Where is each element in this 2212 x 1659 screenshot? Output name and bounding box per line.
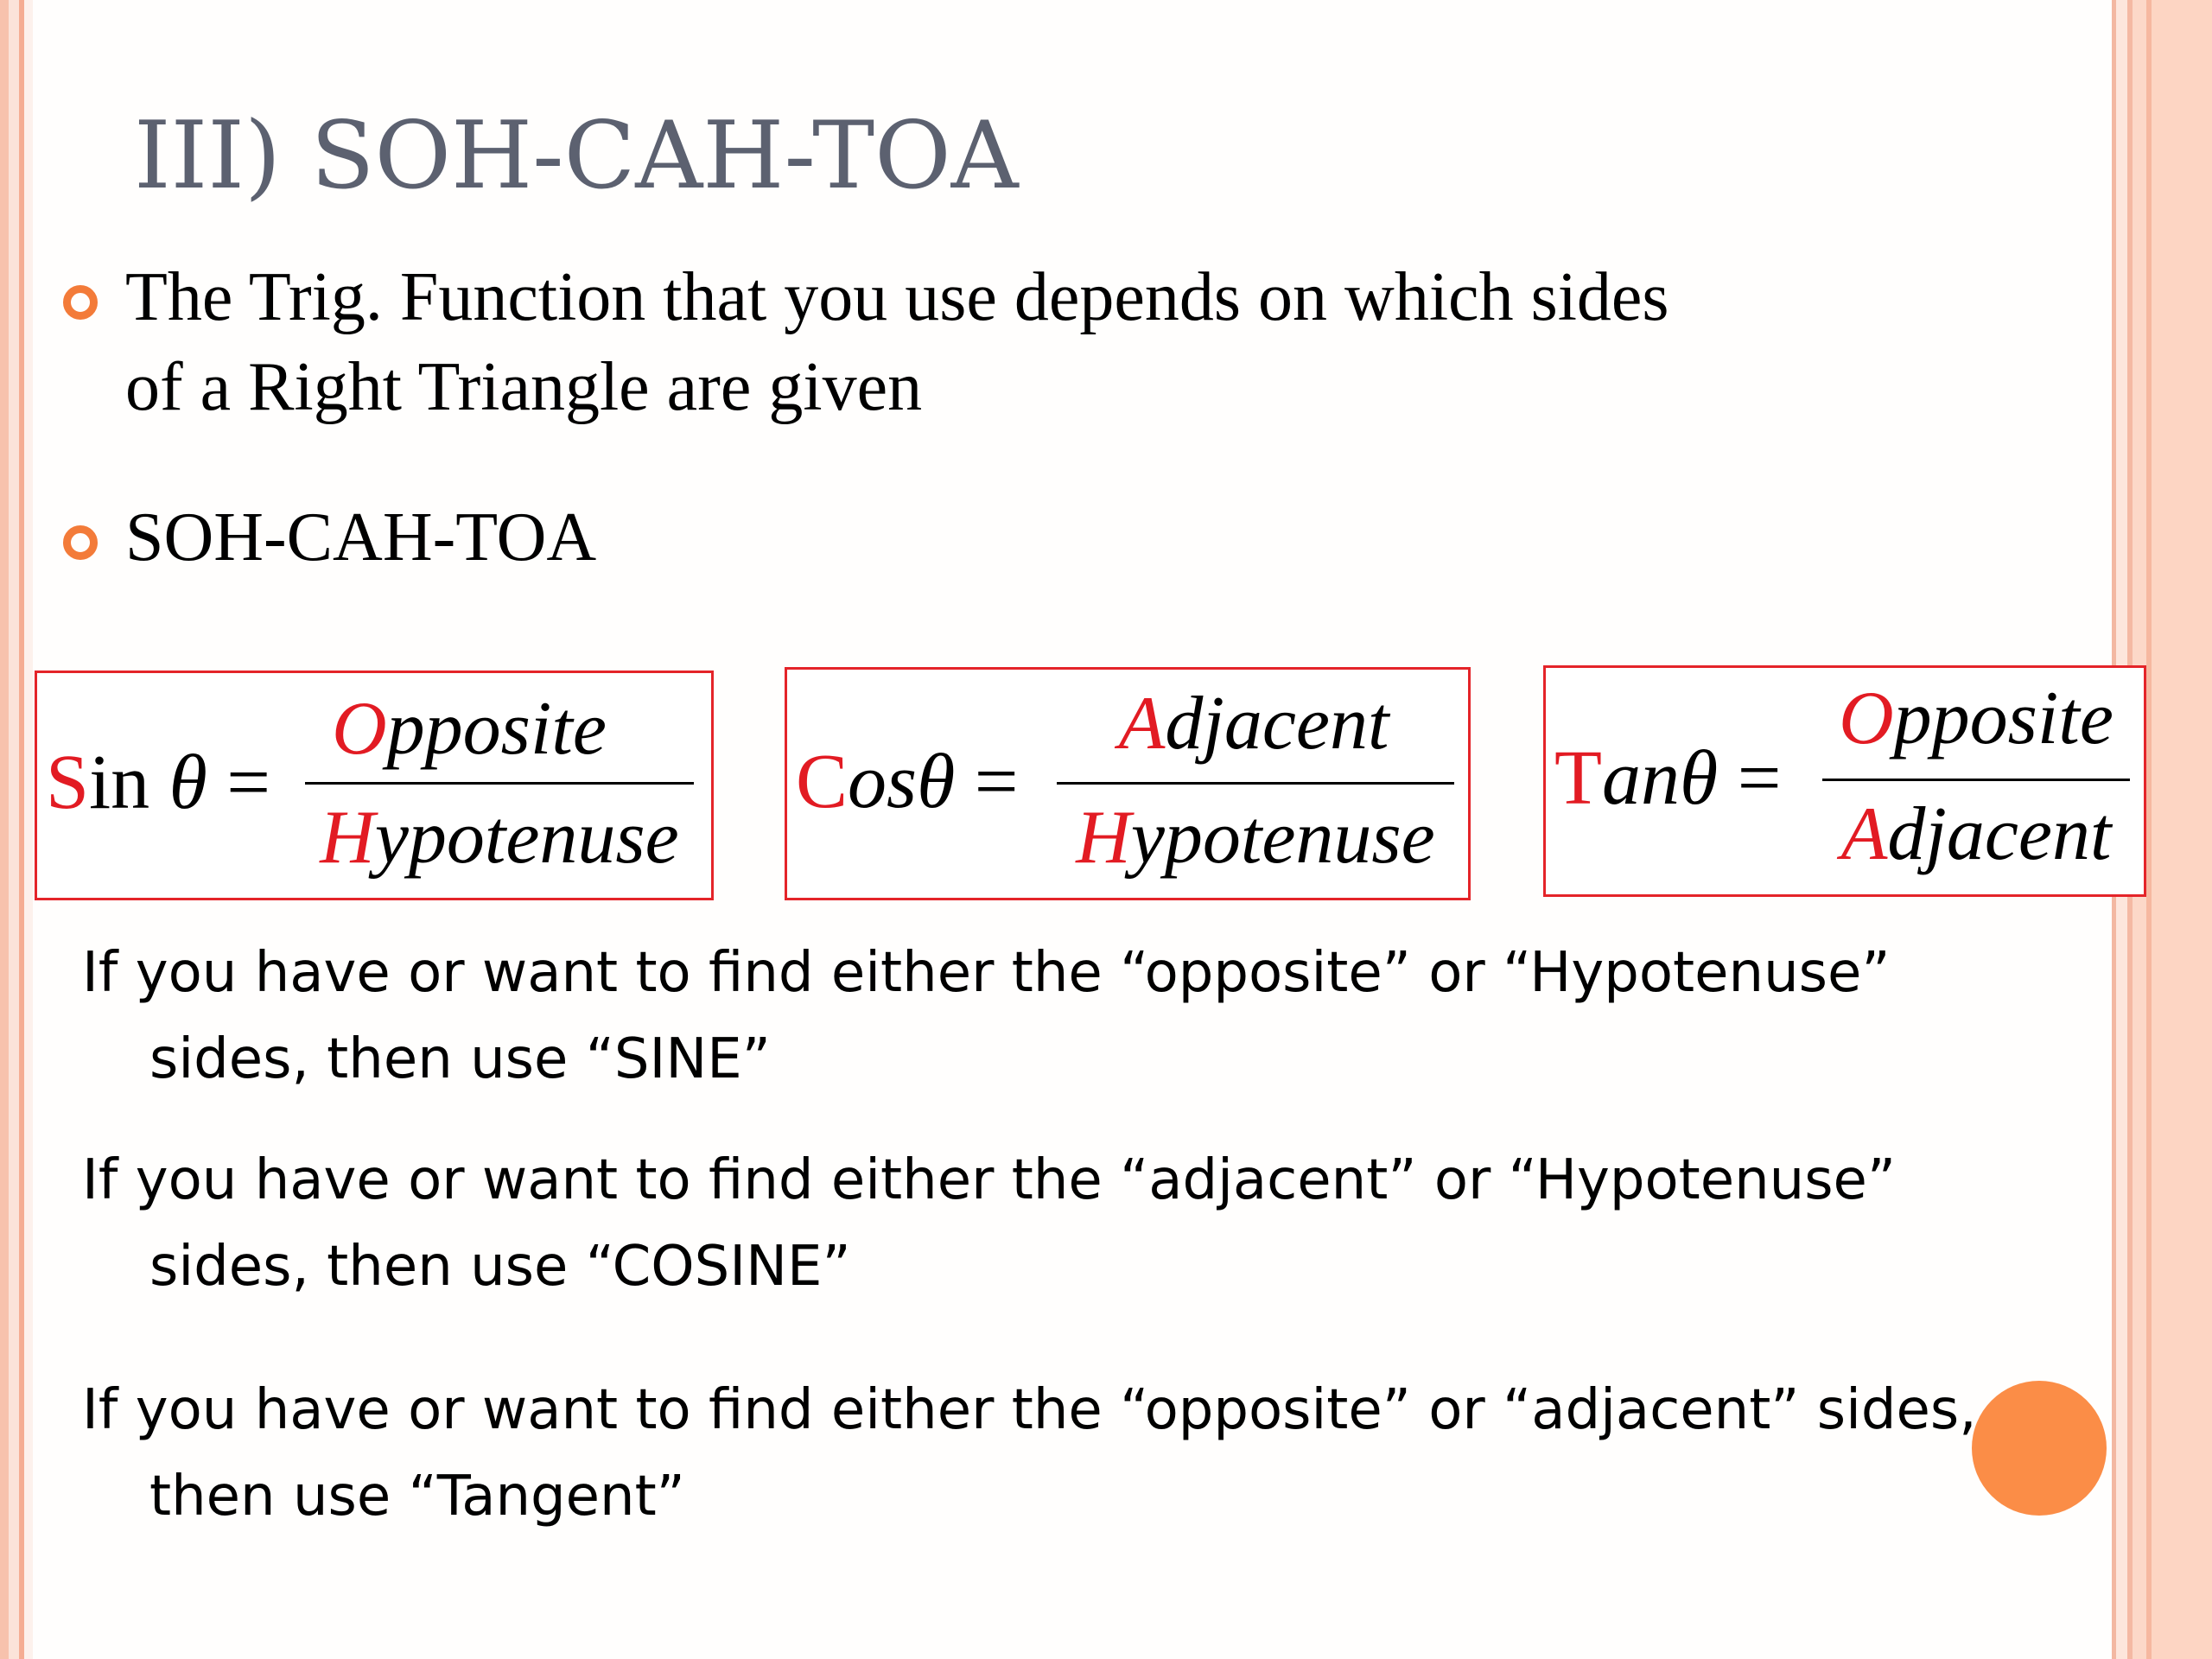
- theta-symbol: θ: [1679, 735, 1719, 821]
- formula-word: djacent: [1165, 682, 1389, 766]
- formula-initial: A: [1118, 682, 1166, 766]
- tangent-denominator: [1822, 791, 2130, 878]
- formula-initial: H: [320, 796, 375, 880]
- rule-sine: [82, 930, 2095, 1103]
- cosine-denominator: [1057, 794, 1454, 881]
- sine-lhs: [46, 738, 270, 827]
- rule-cosine: [82, 1137, 2095, 1310]
- rule-line: sides, then use “COSINE”: [149, 1235, 851, 1299]
- rule-line: If you have or want to find either the “opposite” or “Hypotenuse”: [82, 941, 1891, 1005]
- theta-symbol: θ: [168, 740, 207, 825]
- formula-initial: T: [1554, 735, 1602, 821]
- sine-numerator: [296, 685, 642, 772]
- formula-function: in: [89, 740, 150, 825]
- formula-word: djacent: [1887, 792, 2112, 876]
- bullet-line: The Trig. Function that you use depends on which sides: [125, 259, 1669, 335]
- slide-title: III) SOH-CAH-TOA: [134, 102, 1019, 210]
- formula-word: pposite: [1893, 677, 2113, 760]
- equals-sign: =: [226, 740, 271, 825]
- formula-initial: S: [46, 740, 90, 825]
- theta-symbol: θ: [917, 739, 956, 824]
- formula-initial: H: [1076, 796, 1131, 880]
- fraction-bar: [1822, 779, 2130, 781]
- rule-line: then use “Tangent”: [149, 1465, 685, 1529]
- sine-denominator: [305, 794, 694, 881]
- rule-line: If you have or want to find either the “adjacent” or “Hypotenuse”: [82, 1148, 1897, 1212]
- formula-word: pposite: [386, 687, 607, 771]
- sine-formula-box: [35, 671, 714, 900]
- bullet-circle-icon: [63, 525, 98, 560]
- equals-sign: =: [974, 739, 1019, 824]
- bullet-circle-icon: [63, 285, 98, 320]
- bullet-line: of a Right Triangle are given: [125, 349, 923, 425]
- formula-initial: C: [796, 739, 849, 824]
- cosine-numerator: [1055, 680, 1452, 767]
- formula-function: os: [848, 739, 918, 824]
- rule-tangent: [82, 1367, 2095, 1540]
- fraction-bar: [305, 782, 694, 785]
- bullet-line: SOH-CAH-TOA: [125, 499, 597, 575]
- formula-function: an: [1601, 735, 1680, 821]
- bullet-item-1: [125, 252, 1669, 432]
- formula-word: ypotenuse: [1130, 796, 1435, 880]
- formula-initial: O: [332, 687, 387, 771]
- bullet-item-2: [125, 493, 596, 582]
- rule-line: If you have or want to find either the “opposite” or “adjacent” sides,: [82, 1378, 1977, 1442]
- left-border-decoration: [0, 0, 33, 1659]
- formula-initial: O: [1839, 677, 1894, 760]
- formula-word: ypotenuse: [374, 796, 679, 880]
- tangent-formula-box: [1543, 665, 2146, 897]
- equals-sign: =: [1737, 735, 1782, 821]
- cosine-lhs: [796, 737, 1019, 826]
- fraction-bar: [1057, 782, 1454, 785]
- cosine-formula-box: [785, 667, 1471, 900]
- tangent-numerator: [1821, 675, 2132, 762]
- formula-initial: A: [1840, 792, 1888, 876]
- tangent-lhs: [1554, 734, 1781, 823]
- rule-line: sides, then use “SINE”: [149, 1027, 771, 1091]
